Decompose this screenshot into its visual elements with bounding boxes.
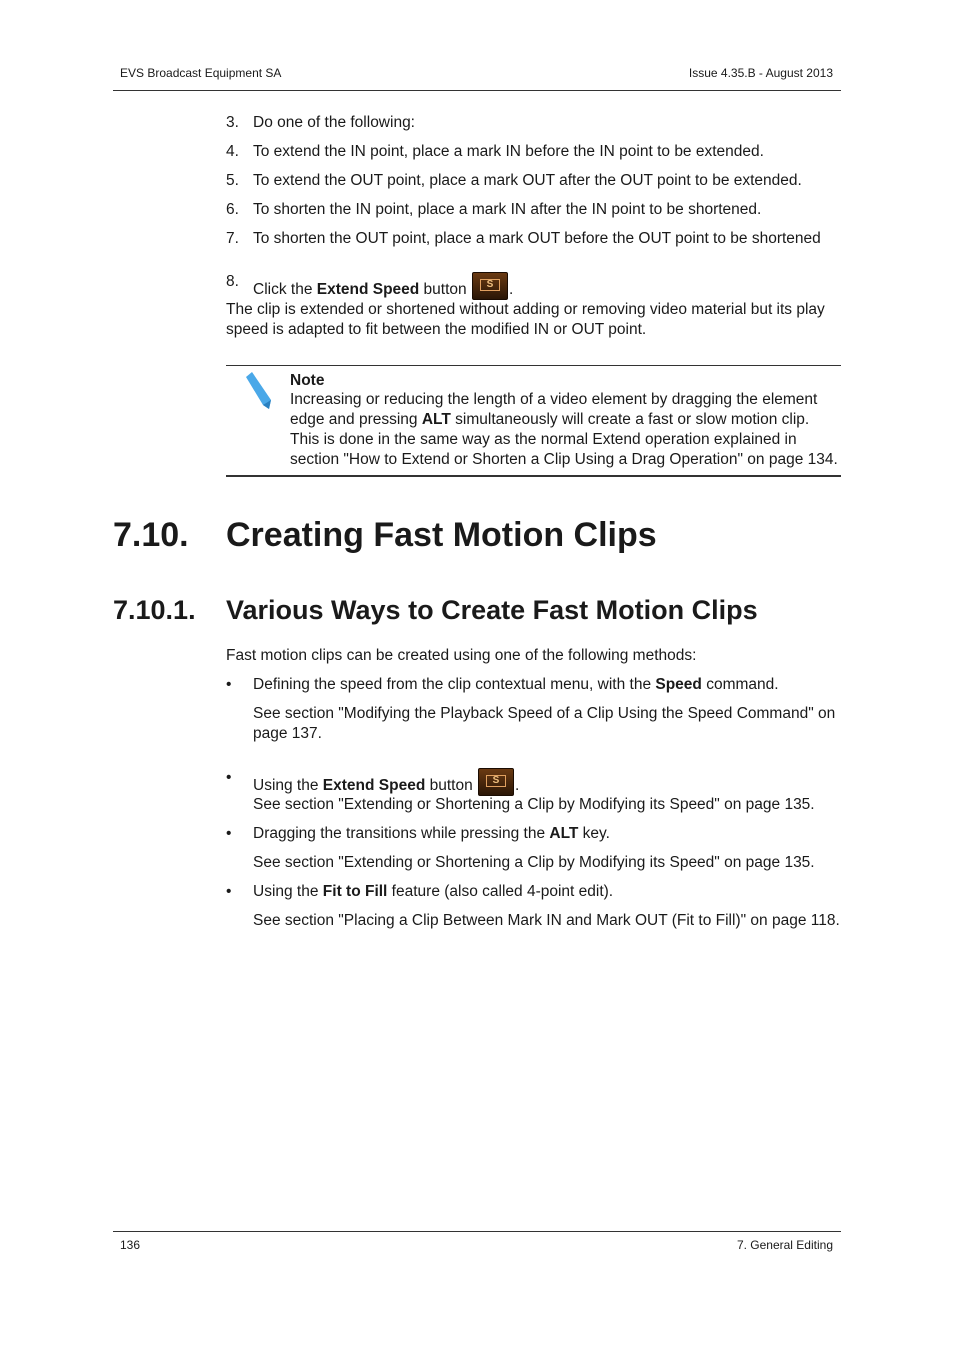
bullet-2-text [253,768,519,796]
extend-speed-icon-glyph: S [480,279,500,291]
note-line-2-post: simultaneously will create a fast or slow motion clip. [450,411,810,428]
bullet-1-see-2: page 137. [253,725,322,742]
bullet-3-text [253,824,610,844]
step-text: To shorten the OUT point, place a mark OUT before the OUT point to be shortened [253,230,821,247]
note-bottom-rule [226,475,841,477]
subsection-number: 7.10.1. [113,595,196,625]
footer-rule [113,1231,841,1232]
note-top-rule [226,365,841,366]
step-8-text [253,272,513,300]
result-line-1: The clip is extended or shortened without adding or removing video material but its play [226,301,825,318]
bullet-2-pre: Using the [253,777,323,794]
bullet-4-text [253,882,613,902]
header-rule [113,90,841,91]
bullet-3-post: key. [578,825,610,842]
bullet-1-text [253,675,779,695]
alt-key-label: ALT [549,825,579,842]
note-line-3: This is done in the same way as the normal Extend operation explained in [290,431,797,448]
step-text: To shorten the IN point, place a mark IN after the IN point to be shortened. [253,201,762,218]
bullet-4-see: See section "Placing a Clip Between Mark IN and Mark OUT (Fit to Fill)" on page 118. [253,912,840,929]
extend-speed-label: Extend Speed [316,281,420,298]
step-text: Do one of the following: [253,114,415,131]
section-number: 7.10. [113,516,189,554]
extend-speed-icon [478,768,514,796]
result-paragraph [226,300,841,340]
note-title: Note [290,372,325,389]
bullet-4-pre: Using the [253,883,323,900]
step-number: 4. [226,143,239,160]
step-text: To extend the OUT point, place a mark OUT after the OUT point to be extended. [253,172,802,189]
step-number: 5. [226,172,239,189]
step-number: 8. [226,273,239,290]
bullet: • [226,883,232,900]
note-alt-key: ALT [421,411,451,428]
step-8-pre: Click the [253,281,317,298]
bullet-2-see: See section "Extending or Shortening a Clip by Modifying its Speed" on page 135. [253,796,815,813]
extend-speed-icon-glyph: S [486,775,506,787]
extend-speed-label: Extend Speed [322,777,426,794]
bullet-3-see: See section "Extending or Shortening a Clip by Modifying its Speed" on page 135. [253,854,815,871]
bullet-1-post: command. [701,676,779,693]
header-left: EVS Broadcast Equipment SA [120,66,282,80]
page-number: 136 [120,1238,141,1252]
step-number: 7. [226,230,239,247]
note-line-4: section "How to Extend or Shorten a Clip Using a Drag Operation" on page 134. [290,451,838,468]
bullet: • [226,676,232,693]
step-number: 6. [226,201,239,218]
extend-speed-icon [472,272,508,300]
bullet-4-post: feature (also called 4-point edit). [387,883,614,900]
speed-command-label: Speed [655,676,702,693]
bullet: • [226,769,232,786]
step-8-post: button [419,281,467,298]
header-right: Issue 4.35.B - August 2013 [688,66,833,80]
result-line-2: speed is adapted to fit between the modified IN or OUT point. [226,321,647,338]
note-line-2-pre: edge and pressing [290,411,422,428]
subsection-title: Various Ways to Create Fast Motion Clips [226,595,758,625]
section-title: Creating Fast Motion Clips [226,516,657,554]
bullet-2-post: button [425,777,473,794]
fit-to-fill-label: Fit to Fill [322,883,388,900]
bullet-1-see-1: See section "Modifying the Playback Speed of a Clip Using the Speed Command" on [253,705,836,722]
pencil-icon [244,372,274,412]
step-8-end: . [508,281,514,298]
step-text: To extend the IN point, place a mark IN before the IN point to be extended. [253,143,764,160]
bullet-1-pre: Defining the speed from the clip contextual menu, with the [253,676,656,693]
step-number: 3. [226,114,239,131]
note-line-1: Increasing or reducing the length of a video element by dragging the element [290,391,818,408]
bullet: • [226,825,232,842]
bullet-2-end: . [515,777,520,794]
bullet-3-pre: Dragging the transitions while pressing the [253,825,550,842]
chapter-name: 7. General Editing [736,1238,833,1252]
note-line-2 [290,410,809,430]
intro-paragraph: Fast motion clips can be created using one of the following methods: [226,647,697,664]
